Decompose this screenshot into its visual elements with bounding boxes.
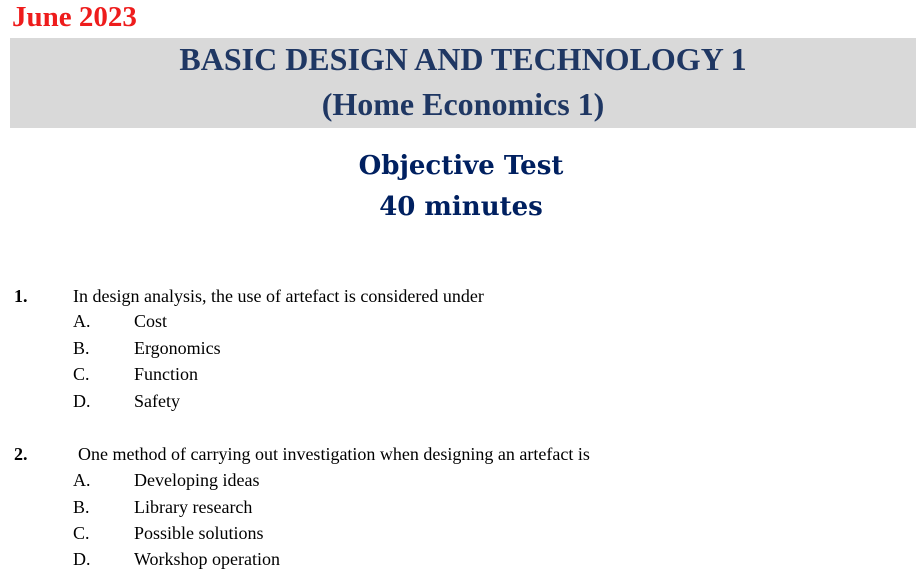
answer-option (0, 336, 922, 360)
answer-option (0, 495, 922, 519)
option-letter: A. (73, 311, 91, 331)
question-number: 1. (14, 286, 28, 306)
option-text: Function (134, 364, 199, 384)
answer-option (0, 362, 922, 386)
option-letter: C. (73, 364, 90, 384)
title-banner (10, 38, 916, 128)
option-letter: B. (73, 497, 90, 517)
answer-option (0, 521, 922, 545)
option-letter: A. (73, 470, 91, 490)
test-type-heading: Objective Test (358, 151, 564, 181)
option-text: Safety (134, 391, 180, 411)
option-letter: B. (73, 338, 90, 358)
question-stem: In design analysis, the use of artefact is considered under (73, 286, 484, 306)
answer-option (0, 389, 922, 413)
answer-option (0, 547, 922, 571)
test-duration-heading: 40 minutes (379, 192, 543, 222)
option-text: Developing ideas (134, 470, 260, 490)
option-letter: C. (73, 523, 90, 543)
question-number: 2. (14, 444, 28, 464)
option-text: Workshop operation (134, 549, 281, 569)
option-text: Cost (134, 311, 168, 331)
subject-title: BASIC DESIGN AND TECHNOLOGY 1 (179, 41, 747, 77)
option-text: Possible solutions (134, 523, 264, 543)
answer-option (0, 309, 922, 333)
subject-subtitle: (Home Economics 1) (321, 86, 605, 122)
exam-date: June 2023 (12, 1, 137, 33)
option-letter: D. (73, 391, 91, 411)
option-letter: D. (73, 549, 91, 569)
option-text: Ergonomics (134, 338, 221, 358)
option-text: Library research (134, 497, 253, 517)
question-stem: One method of carrying out investigation when designing an artefact is (78, 444, 590, 464)
answer-option (0, 468, 922, 492)
